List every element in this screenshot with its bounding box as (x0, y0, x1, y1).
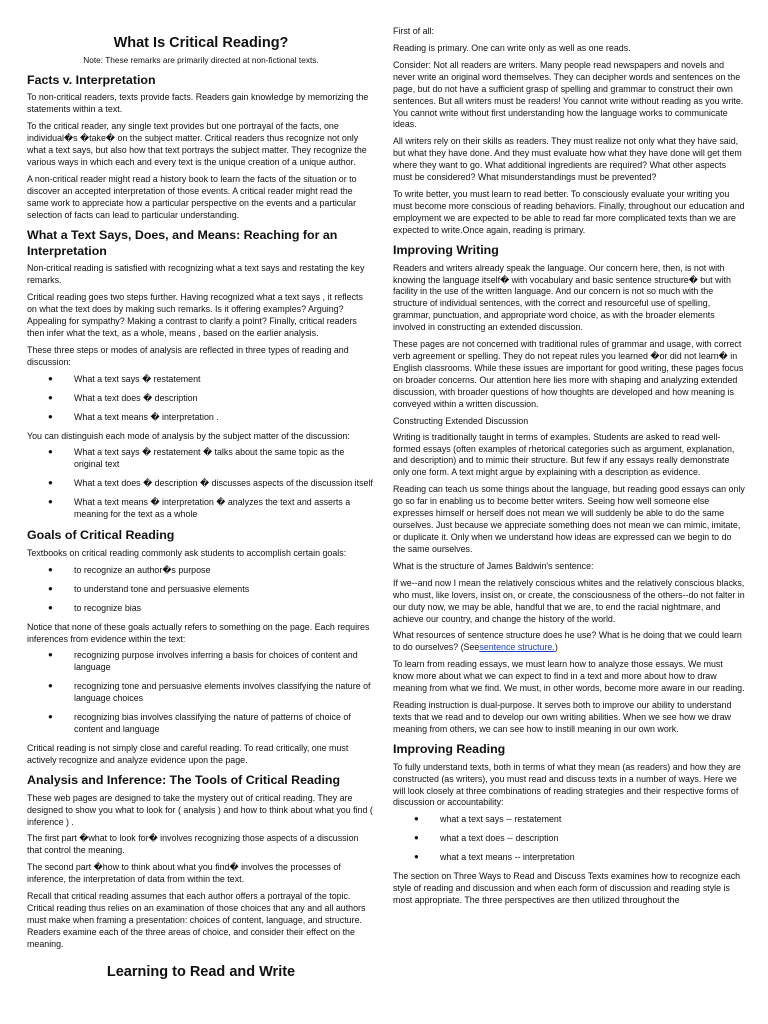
list-item: ● What a text means � interpretation � analyzes the text and asserts a meaning for the text as a whole (27, 497, 375, 521)
list-item: ● what a text means -- interpretation (393, 852, 745, 864)
paragraph: To write better, you must learn to read better. To consciously evaluate your writing you must become more conscious of reading behaviors. Finally, throughout our education and employment we are expected to be able to read far more complicated texts than we are expected to write.Once again, reading is primary. (393, 189, 745, 235)
paragraph: The first part �what to look for� involves recognizing those aspects of a discussion that control the meaning. (27, 833, 359, 856)
paragraph: To learn from reading essays, we must learn how to analyze those essays. We must know more about what we can expect to find in a text and more about how to draw meaning from what we find. We must, in other words, become more aware in our reading. (393, 659, 745, 694)
paragraph: What is the structure of James Baldwin's sentence: (393, 560, 594, 571)
paragraph-resources (393, 630, 745, 654)
paragraph: All writers rely on their skills as readers. They must realize not only what they have said, but what they have done. And they must evaluate how what they have done will get them where they want to go. What additional ingredients are required? What other aspects must be considered? What misunderstandings must be prevented? (393, 136, 742, 183)
paragraph: Critical reading goes two steps further. Having recognized what a text says , it reflects on what the text does by making such remarks. Is it offering examples? Arguing? Appealing for sympathy? Making a contrast to clarify a point? Finally, critical readers then infer what the text, as a whole, means , based on the earlier analysis. (27, 292, 363, 338)
list-item: ● What a text means � interpretation . (27, 412, 375, 424)
reading-list (393, 814, 745, 864)
paragraph: Reading can teach us some things about the language, but reading good essays can only go so far in enabling us to become better writers. Seeing how well someone else expresses himself or herself does not mean we will suddenly be able to do the same ourselves. Just because we appreciate something does not mean we can mimic, imitate, or duplicate it. Only when we understand how ideas are expressed can we begin to do the same ourselves. (393, 484, 745, 554)
sentence-structure-link[interactable]: sentence structure. (479, 642, 555, 653)
goals-list (27, 565, 375, 615)
heading-goals: Goals of Critical Reading (27, 528, 175, 543)
list-item: ● to recognize an author�s purpose (27, 565, 375, 577)
paragraph: Critical reading is not simply close and careful reading. To read critically, one must actively recognize and analyze evidence upon the page. (27, 742, 349, 765)
paragraph: To fully understand texts, both in terms of what they mean (as readers) and how they are constructed (as writers), you must read and discuss texts in a number of ways. Here we will look closely at three combinations of reading strategies and their respective forms of discussion or accountability: (393, 761, 741, 808)
page-title: What Is Critical Reading? (113, 35, 289, 51)
list-item: ● to recognize bias (27, 603, 375, 615)
paragraph: Notice that none of these goals actually refers to something on the page. Each requires inferences from evidence within the text: (27, 621, 370, 644)
paragraph: These three steps or modes of analysis are reflected in three types of reading and discussion: (27, 344, 349, 367)
list-item: ● to understand tone and persuasive elements (27, 584, 375, 596)
list-item: ● recognizing purpose involves inferring a basis for choices of content and language (27, 650, 375, 674)
paragraph: Recall that critical reading assumes that each author offers a portrayal of the topic. Critical reading thus relies on an examination of those choices that any and all authors must make when framing a presentation: choices of content, language, and structure. Readers examine each of the three areas of choice, and consider their effect on the meaning. (27, 891, 366, 949)
modes-detail-list (27, 447, 375, 521)
right-column (393, 26, 745, 912)
baldwin-quote: If we--and now I mean the relatively conscious whites and the relatively conscious blacks, who must, like lovers, insist on, or create, the consciousness of the others--do not falter in our duty now, we may be able, handful that we are, to end the racial nightmare, and achieve our country, and change the history of the world. (393, 577, 745, 624)
modes-list (27, 374, 375, 424)
list-item: ● What a text does � description � discusses aspects of the discussion itself (27, 478, 375, 490)
paragraph: A non-critical reader might read a history book to learn the facts of the situation or to discover an accepted interpretation of those events. A critical reader might read the same work to appreciate how a particular perspective on the events and a particular selection of facts can lead to particular understanding. (27, 173, 357, 220)
resources-text: What resources of sentence structure does he use? What is he doing that we could learn to do ourselves? (See (393, 630, 742, 653)
paragraph: The second part �how to think about what you find� involves the processes of inference, the interpretation of data from within the text. (27, 862, 341, 885)
paragraph: Textbooks on critical reading commonly ask students to accomplish certain goals: (27, 547, 347, 558)
inference-list (27, 650, 375, 736)
heading-improving-writing: Improving Writing (393, 242, 499, 257)
heading-facts: Facts v. Interpretation (27, 72, 156, 87)
heading-analysis-inference: Analysis and Inference: The Tools of Critical Reading (27, 772, 341, 787)
resources-end: ) (554, 642, 558, 653)
paragraph: Non-critical reading is satisfied with recognizing what a text says and restating the key remarks. (27, 263, 365, 286)
list-item: ● what a text says -- restatement (393, 814, 745, 826)
paragraph: Reading instruction is dual-purpose. It serves both to improve our ability to understand texts that we read and to develop our own writing abilities. When we see how we draw meaning from others, we can see how to instill meaning in our own work. (393, 700, 732, 734)
page-note: Note: These remarks are primarily directed at non-fictional texts. (83, 55, 319, 66)
list-item: ● What a text says � restatement (27, 374, 375, 386)
list-item: ● What a text says � restatement � talks about the same topic as the original text (27, 447, 375, 471)
list-item: ● what a text does -- description (393, 833, 745, 845)
paragraph: These web pages are designed to take the mystery out of critical reading. They are designed to show you what to look for ( analysis ) and how to think about what you find ( inference ) . (27, 792, 373, 827)
paragraph: Readers and writers already speak the language. Our concern here, then, is not with knowing the language itself� with vocabulary and basic sentence structure� but with facility in the use of the written language. And our concern is not so much with the structure of individual sentences, with the correct and resourceful use of spelling, grammar, punctuation, and appropriate word choice, as with the broader elements involved in constructing an extended discussion. (393, 262, 731, 333)
list-item: ● recognizing bias involves classifying the nature of patterns of choice of content and language (27, 712, 375, 736)
paragraph: To the critical reader, any single text provides but one portrayal of the facts, one individual�s �take� on the subject matter. Critical readers thus recognize not only what a text says, but also how that text portrays the subject matter. They recognize the various ways in which each and every text is the unique creation of a unique author. (27, 121, 367, 168)
paragraph: Writing is traditionally taught in terms of examples. Students are asked to read well- formed essays (often examples of rhetorical categories such as argument, explanation, and description) and to mimic their structure. But few if any essays really demonstrate only one form. A text might argue by explaining with a description as evidence. (393, 431, 735, 478)
heading-improving-reading: Improving Reading (393, 741, 506, 756)
heading-says-does-means: What a Text Says, Does, and Means: Reaching for an Interpretation (27, 227, 338, 258)
paragraph: To non-critical readers, texts provide facts. Readers gain knowledge by memorizing the statements within a text. (27, 92, 369, 115)
paragraph: You can distinguish each mode of analysis by the subject matter of the discussion: (27, 430, 350, 441)
left-column (27, 26, 375, 985)
list-item: ● recognizing tone and persuasive elements involves classifying the nature of language choices (27, 681, 375, 705)
paragraph: Reading is primary. One can write only as well as one reads. (393, 42, 631, 53)
paragraph: Consider: Not all readers are writers. Many people read newspapers and novels and never write an original word themselves. They can decipher words and sentences on the page, but do not have a sufficient grasp of spelling and grammar to construct their own sentences. But all writers must be readers! You cannot write without reading as you write. You cannot write without first understanding how the language works to communicate ideas. (393, 59, 744, 130)
list-item: ● What a text does � description (27, 393, 375, 405)
paragraph: These pages are not concerned with traditional rules of grammar and usage, with correct verb agreement or spelling. They do not repeat rules you learned �or did not learn� in English classrooms. While these issues are important for good writing, these pages focus on broader concerns. Our attention here lies more with shaping and analyzing extended discussion, with broader questions of how thoughts are developed and how meaning is conveyed within a written discussion. (393, 339, 744, 409)
heading-learning: Learning to Read and Write (106, 963, 296, 980)
paragraph: The section on Three Ways to Read and Discuss Texts examines how to recognize each style of reading and discussion and when each form of discussion and reading style is most appropriate. The three perspectives are then utilized throughout the (393, 871, 741, 905)
paragraph: First of all: (393, 26, 434, 36)
subheading-extended-discussion: Constructing Extended Discussion (393, 415, 529, 426)
